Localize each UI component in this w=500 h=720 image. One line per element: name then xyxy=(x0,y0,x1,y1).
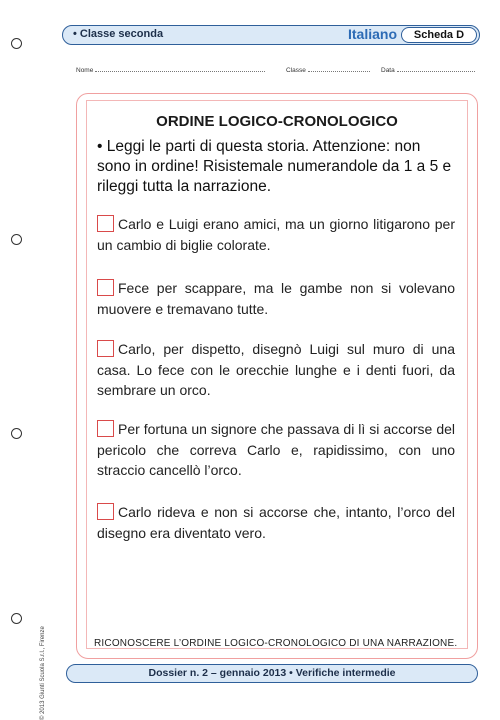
story-part-text: Carlo rideva e non si accorse che, intanto, l’orco del disegno era diventato vero. xyxy=(97,504,455,541)
number-box-5[interactable] xyxy=(97,503,114,520)
binder-hole-1 xyxy=(11,38,22,49)
number-box-3[interactable] xyxy=(97,340,114,357)
learning-objective: RICONOSCERE L’ORDINE LOGICO-CRONOLOGICO DI UNA NARRAZIONE. xyxy=(94,638,458,649)
date-field[interactable] xyxy=(381,65,475,74)
story-part-2 xyxy=(97,278,455,319)
footer-bar: Dossier n. 2 – gennaio 2013 • Verifiche intermedie xyxy=(66,664,478,683)
binder-hole-3 xyxy=(11,428,22,439)
binder-hole-2 xyxy=(11,234,22,245)
header-bar xyxy=(62,25,480,45)
story-part-text: Carlo, per dispetto, disegnò Luigi sul muro di una casa. Lo fece con le orecchie lunghe e i denti fuori, da sembrare un orco. xyxy=(97,341,455,398)
class-line[interactable] xyxy=(308,65,370,72)
exercise-title: ORDINE LOGICO-CRONOLOGICO xyxy=(156,113,398,130)
subject-title: Italiano xyxy=(348,26,398,42)
story-part-4 xyxy=(97,419,455,481)
story-part-text: Per fortuna un signore che passava di lì si accorse del pericolo che correva Carlo e, rapidissimo, con uno straccio cancellò l’orco. xyxy=(97,421,455,478)
name-line[interactable] xyxy=(95,65,265,72)
copyright-text: © 2013 Giunti Scuola S.r.l., Firenze xyxy=(40,626,46,720)
date-line[interactable] xyxy=(397,65,475,72)
binder-hole-4 xyxy=(11,613,22,624)
name-label: Nome xyxy=(76,67,94,74)
number-box-2[interactable] xyxy=(97,279,114,296)
number-box-1[interactable] xyxy=(97,215,114,232)
class-label: • Classe seconda xyxy=(73,28,164,40)
story-part-text: Carlo e Luigi erano amici, ma un giorno litigarono per un cambio di biglie colorate. xyxy=(97,216,455,253)
date-label: Data xyxy=(381,67,395,74)
story-part-text: Fece per scappare, ma le gambe non si volevano muovere e tremavano tutte. xyxy=(97,280,455,317)
exercise-inner-frame xyxy=(86,100,468,649)
exercise-card xyxy=(76,93,478,659)
exercise-instructions: • Leggi le parti di questa storia. Attenzione: non sono in ordine! Risistemale numerandole da 1 a 5 e rileggi tutta la narrazione. xyxy=(97,138,452,195)
sheet-label: Scheda D xyxy=(401,27,477,43)
number-box-4[interactable] xyxy=(97,420,114,437)
story-part-1 xyxy=(97,214,455,255)
story-part-3 xyxy=(97,339,455,401)
name-field[interactable] xyxy=(76,65,265,74)
class-field[interactable] xyxy=(286,65,370,74)
story-part-5 xyxy=(97,502,455,543)
class-field-label: Classe xyxy=(286,67,306,74)
